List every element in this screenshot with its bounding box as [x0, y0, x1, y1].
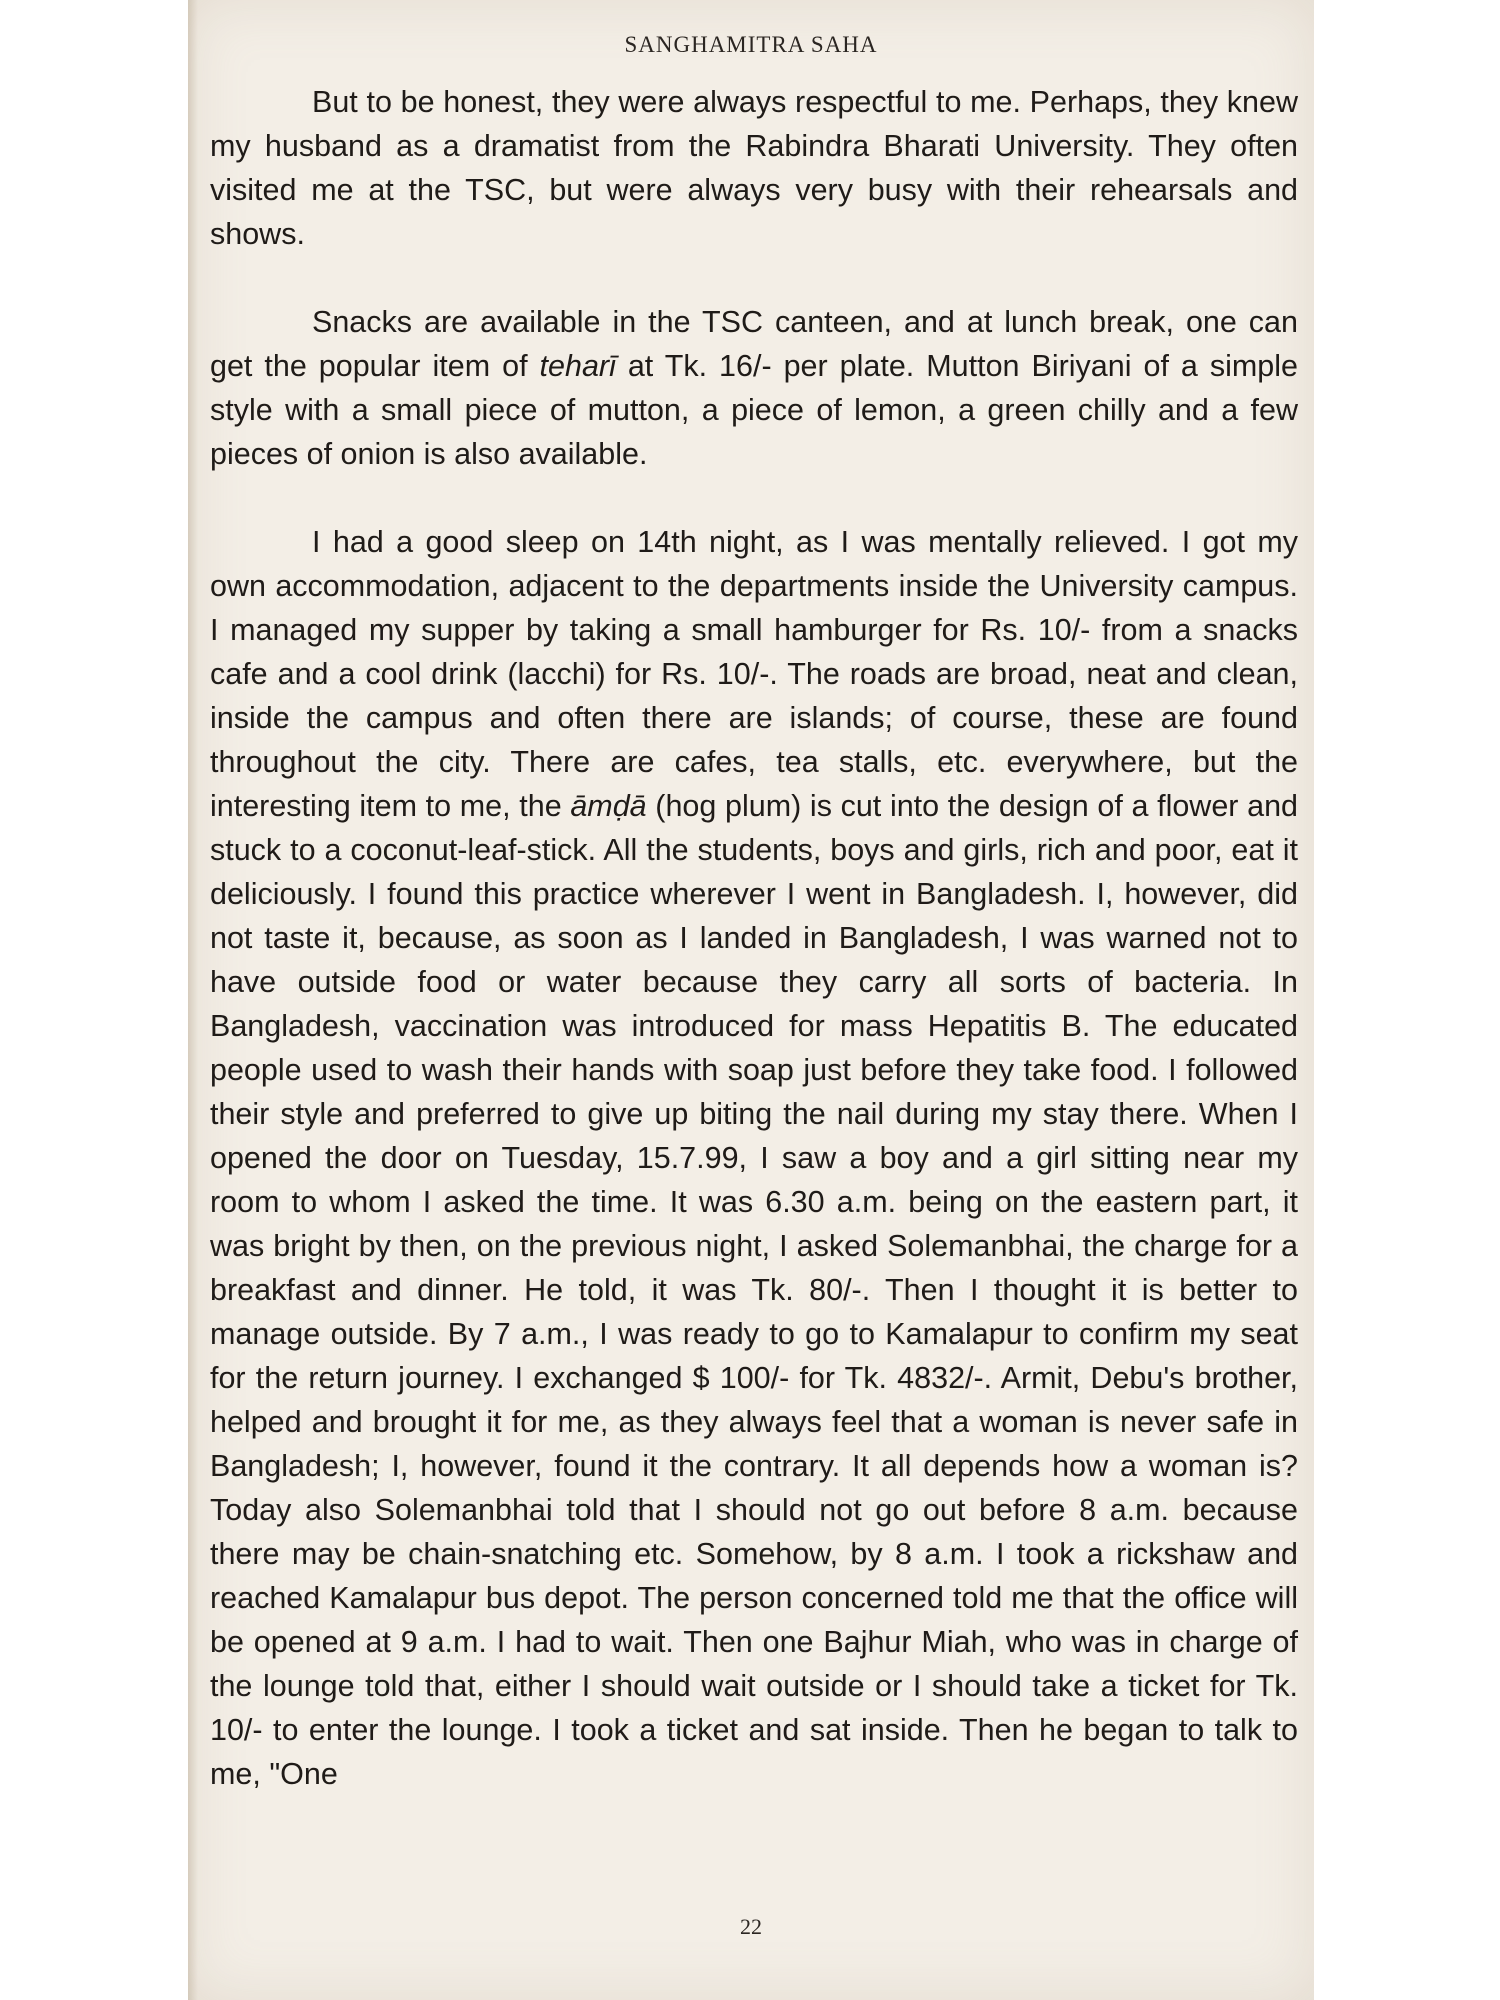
page-number: 22	[740, 1914, 762, 1939]
page-gutter-shadow	[188, 0, 198, 2000]
paragraph-2-italic-term: teharī	[539, 349, 616, 383]
paragraph-3-italic-term: āmḍā	[570, 789, 647, 823]
running-head: SANGHAMITRA SAHA	[624, 32, 878, 57]
paragraph-1: But to be honest, they were always respectful to me. Perhaps, they knew my husband as a dramatist from the Rabindra Bharati University. They often visited me at the TSC, but were always very busy with their rehearsals and shows.	[210, 85, 1298, 251]
body-text	[210, 80, 1298, 1796]
paragraph-3-text-after: (hog plum) is cut into the design of a flower and stuck to a coconut-leaf-stick. All the students, boys and girls, rich and poor, eat it deliciously. I found this practice wherever I went in Bangladesh. I, however, did not taste it, because, as soon as I landed in Bangladesh, I was warned not to have outside food or water because they carry all sorts of bacteria. In Bangladesh, vaccination was introduced for mass Hepatitis B. The educated people used to wash their hands with soap just before they take food. I followed their style and preferred to give up biting the nail during my stay there. When I opened the door on Tuesday, 15.7.99, I saw a boy and a girl sitting near my room to whom I asked the time. It was 6.30 a.m. being on the eastern part, it was bright by then, on the previous night, I asked Solemanbhai, the charge for a breakfast and dinner. He told, it was Tk. 80/-. Then I thought it is better to manage outside. By 7 a.m., I was ready to go to Kamalapur to confirm my seat for the return journey. I exchanged $ 100/- for Tk. 4832/-. Armit, Debu's brother, helped and brought it for me, as they always feel that a woman is never safe in Bangladesh; I, however, found it the contrary. It all depends how a woman is? Today also Solemanbhai told that I should not go out before 8 a.m. because there may be chain-snatching etc. Somehow, by 8 a.m. I took a rickshaw and reached Kamalapur bus depot. The person concerned told me that the office will be opened at 9 a.m. I had to wait. Then one Bajhur Miah, who was in charge of the lounge told that, either I should wait outside or I should take a ticket for Tk. 10/- to enter the lounge. I took a ticket and sat inside. Then he began to talk to me, "One	[210, 789, 1298, 1791]
paragraph-2	[210, 300, 1298, 476]
paragraph-3	[210, 520, 1298, 1796]
paragraph-2-text-after: at Tk. 16/- per plate. Mutton Biriyani of a simple style with a small piece of mutton, a piece of lemon, a green chilly and a few pieces of onion is also available.	[210, 349, 1298, 471]
paragraph-3-text-before: I had a good sleep on 14th night, as I was mentally relieved. I got my own accommodation, adjacent to the departments inside the University campus. I managed my supper by taking a small hamburger for Rs. 10/- from a snacks cafe and a cool drink (lacchi) for Rs. 10/-. The roads are broad, neat and clean, inside the campus and often there are islands; of course, these are found throughout the city. There are cafes, tea stalls, etc. everywhere, but the interesting item to me, the	[210, 525, 1298, 823]
paragraph-2-text-before: Snacks are available in the TSC canteen, and at lunch break, one can get the popular item of	[210, 305, 1298, 383]
